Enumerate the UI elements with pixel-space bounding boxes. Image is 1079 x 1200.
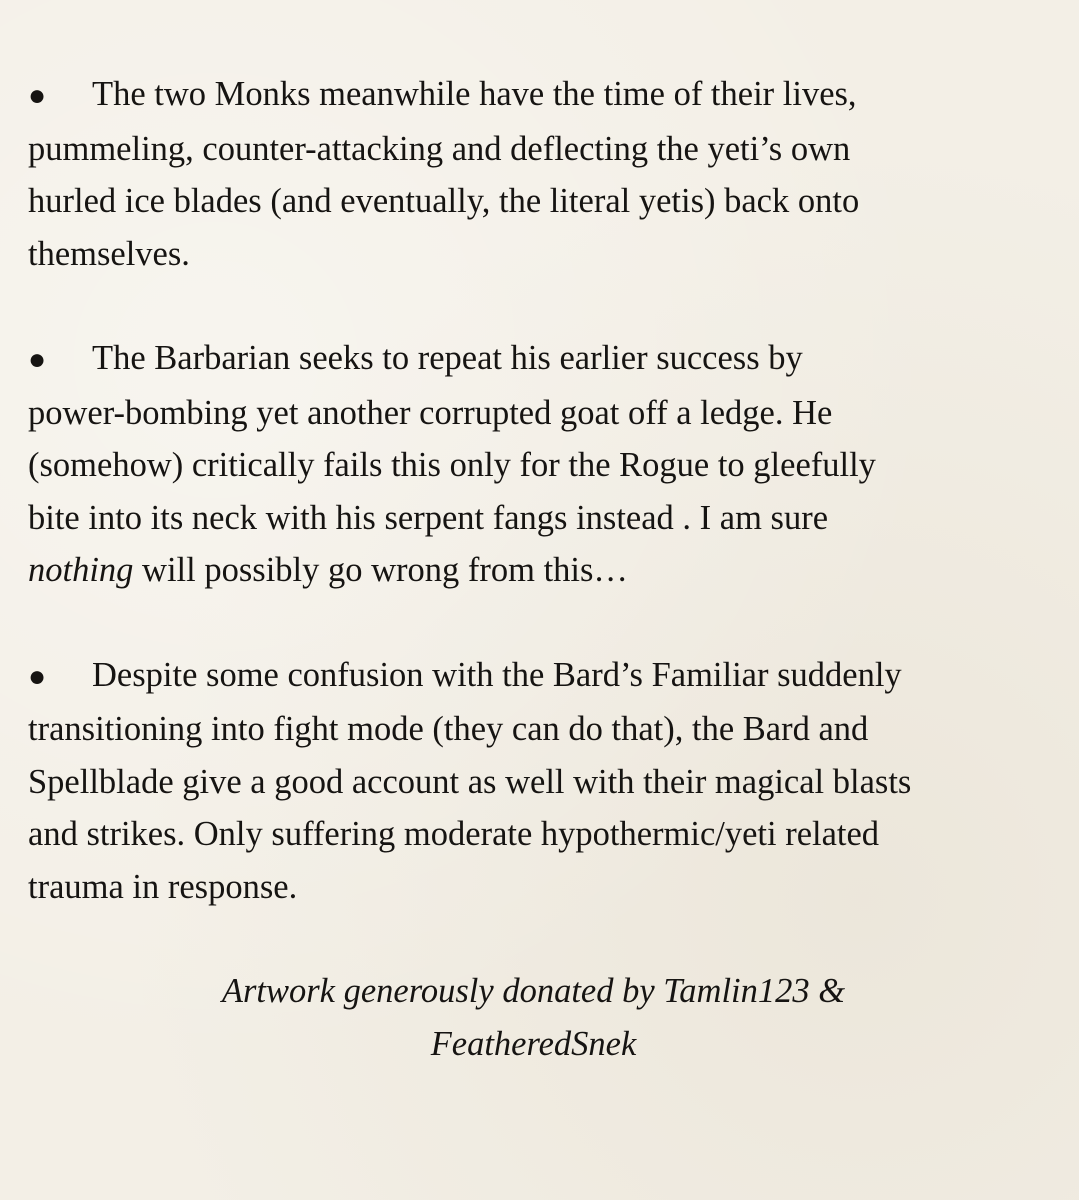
line <box>28 551 628 589</box>
line-rest: will possibly go wrong from this… <box>133 551 628 589</box>
line: bite into its neck with his serpent fangs instead . I am sure <box>28 498 829 537</box>
line <box>28 75 857 113</box>
bullet-marker-icon: ● <box>28 659 47 693</box>
bullet-marker-icon: ● <box>28 343 47 376</box>
artwork-credit <box>28 965 1039 1070</box>
bullet-text: Despite some confusion with the Bard’s Familiar suddenly <box>92 655 902 694</box>
line: power-bombing yet another corrupted goat off a ledge. He <box>28 393 833 432</box>
line <box>28 656 902 694</box>
line: and strikes. Only suffering moderate hypothermic/yeti related <box>28 815 880 853</box>
bullet-text: The two Monks meanwhile have the time of their lives, <box>92 75 857 113</box>
bullet-item-bard <box>28 649 1039 914</box>
line <box>28 339 803 377</box>
line: transitioning into fight mode (they can do that), the Bard and <box>28 710 869 748</box>
line: trauma in response. <box>28 867 298 906</box>
bullet-item-monks <box>28 68 1039 280</box>
line: pummeling, counter-attacking and deflecting the yeti’s own <box>28 129 851 168</box>
bullet-item-barbarian <box>28 332 1039 597</box>
line: (somehow) critically fails this only for the Rogue to gleefully <box>28 446 876 484</box>
bullet-list <box>28 68 1039 913</box>
bullet-text: The Barbarian seeks to repeat his earlier success by <box>92 339 803 377</box>
credit-line-2: FeatheredSnek <box>430 1024 637 1063</box>
credit-line-1: Artwork generously donated by Tamlin123 & <box>221 972 846 1010</box>
line: hurled ice blades (and eventually, the literal yetis) back onto <box>28 182 860 220</box>
line: themselves. <box>28 234 190 273</box>
emphasis-text: nothing <box>28 551 134 589</box>
bullet-marker-icon: ● <box>28 79 47 112</box>
line: Spellblade give a good account as well with their magical blasts <box>28 762 912 801</box>
